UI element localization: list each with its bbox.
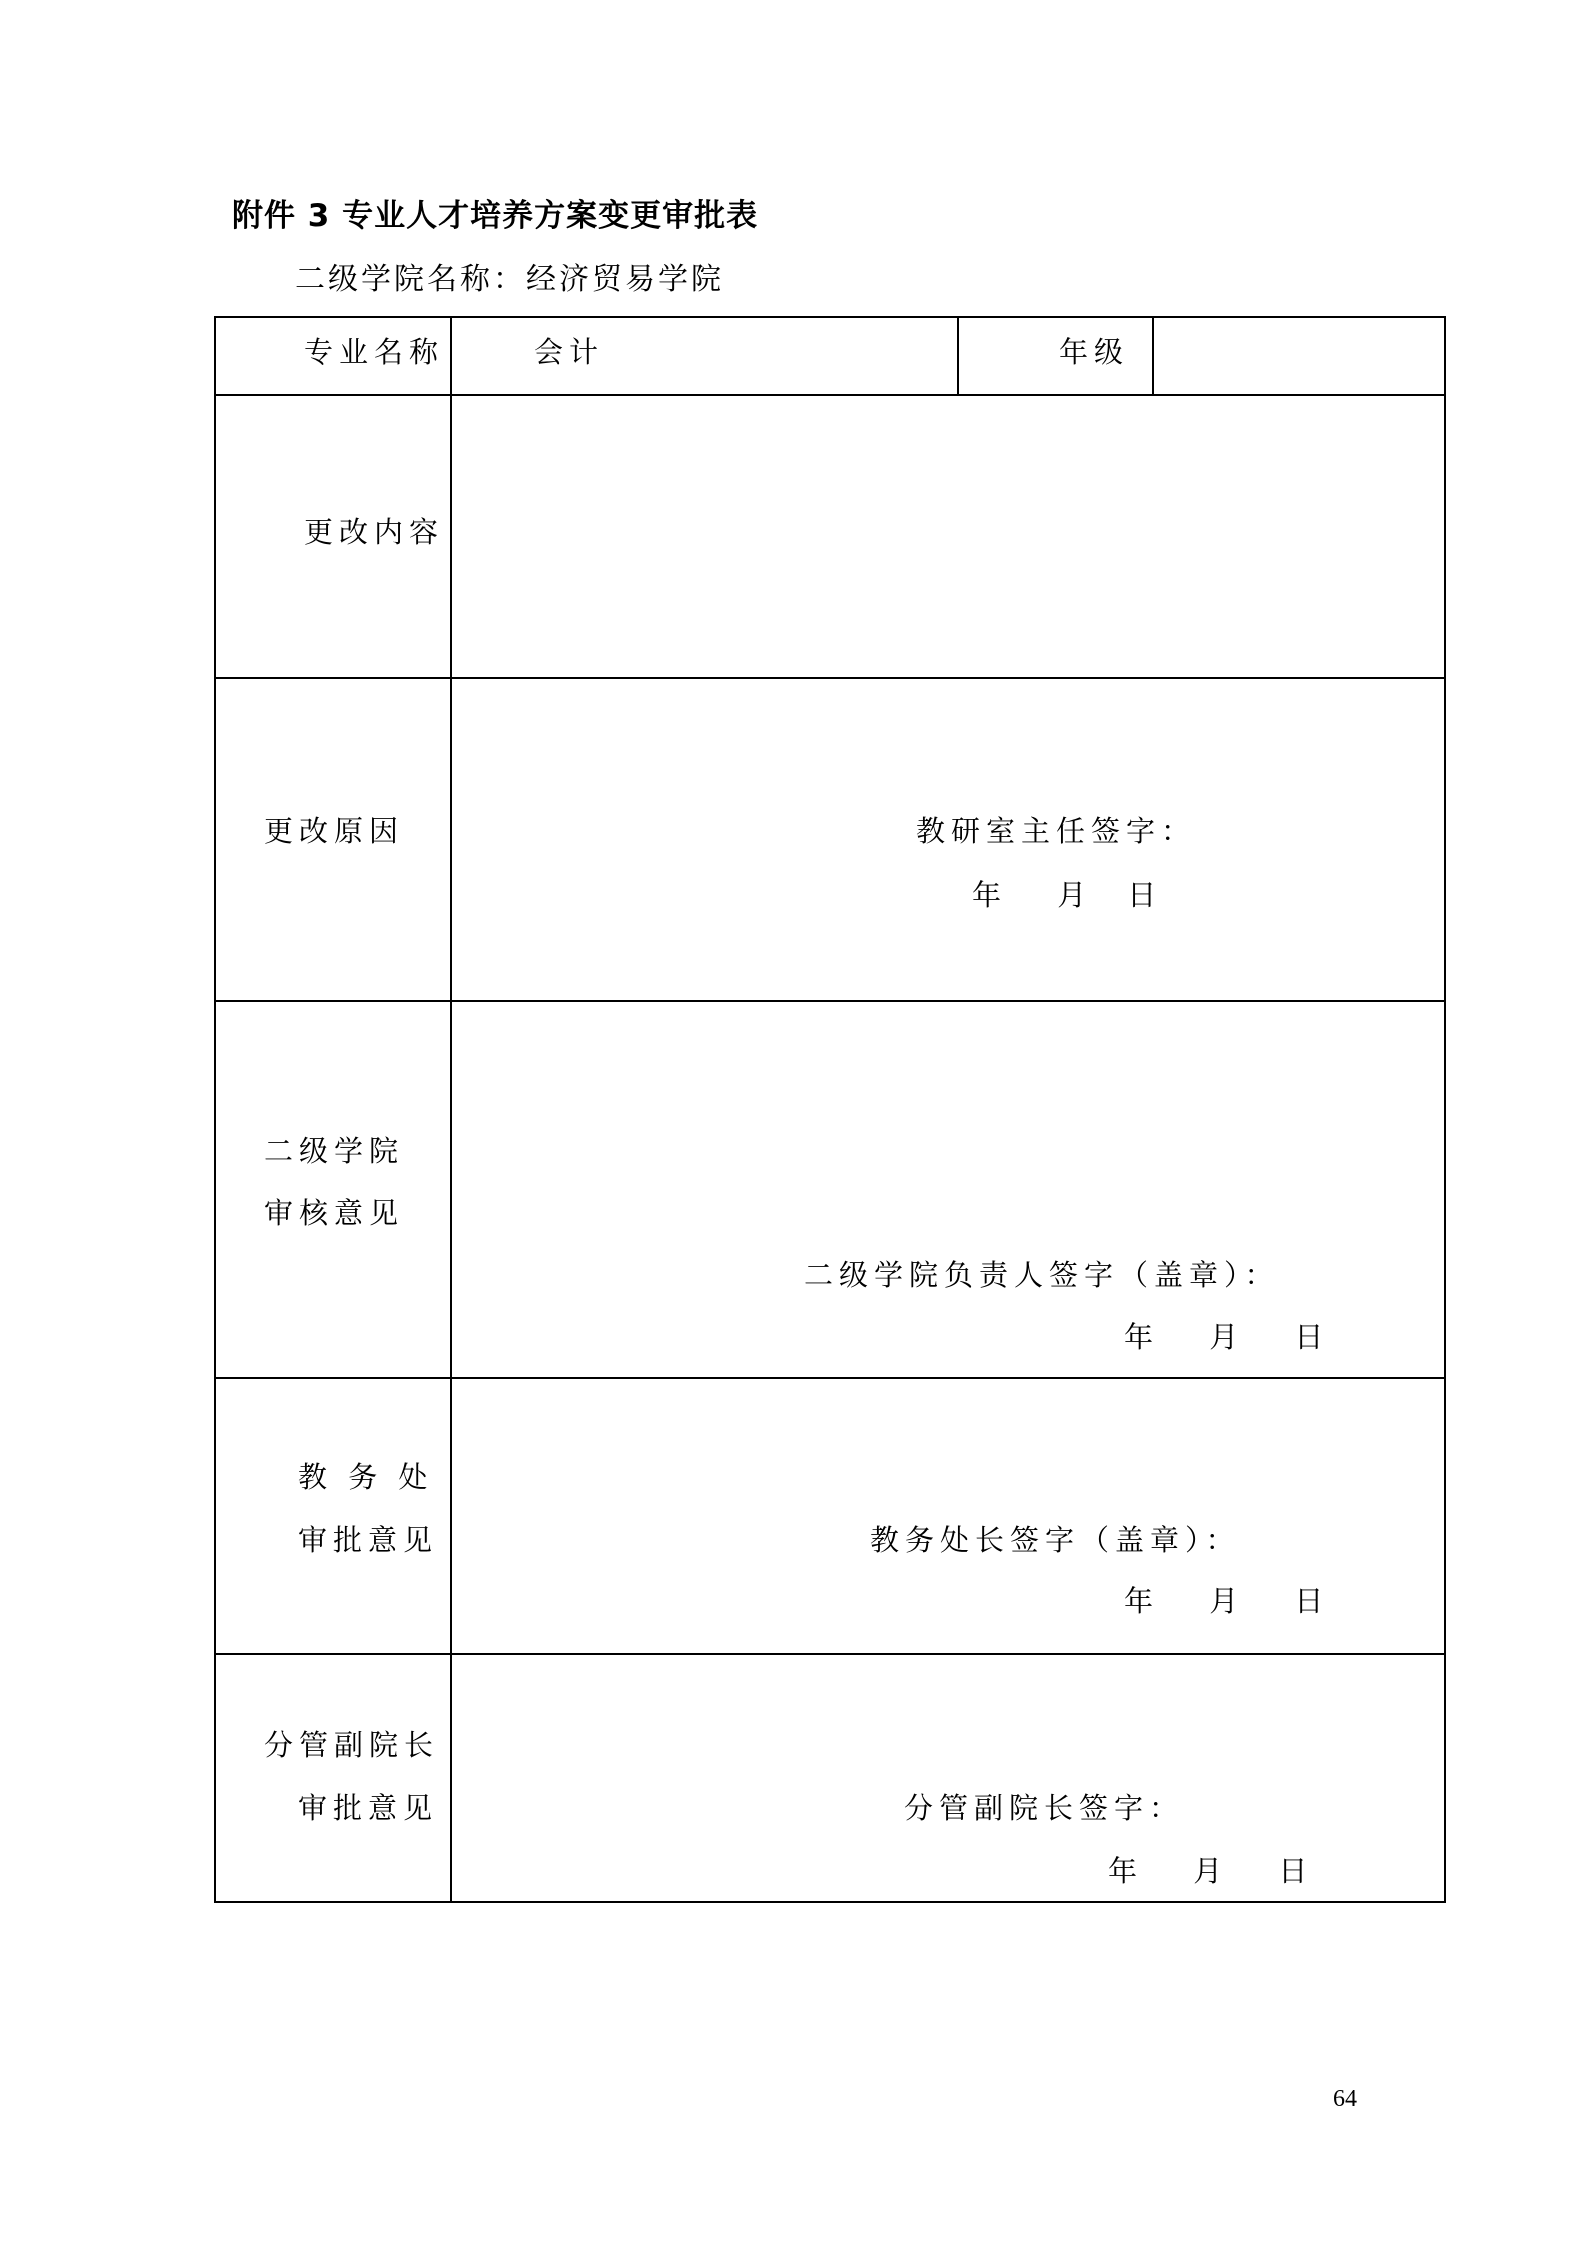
- vice-president-signature-date: 年 月 日: [1108, 1854, 1314, 1888]
- change-content-label: 更改内容: [304, 515, 445, 549]
- major-label-cell: [215, 317, 451, 395]
- college-review-row: [215, 1001, 1445, 1378]
- change-reason-row: [215, 678, 1445, 1001]
- grade-label: 年级: [1059, 335, 1130, 369]
- college-review-label-line2: 审核意见: [264, 1196, 405, 1230]
- academic-affairs-label-line2: 审批意见: [298, 1523, 439, 1557]
- academic-affairs-row: [215, 1378, 1445, 1654]
- major-row: [215, 317, 1445, 395]
- form-title: 附件 3 专业人才培养方案变更审批表: [232, 198, 759, 234]
- vice-president-row: [215, 1654, 1445, 1902]
- grade-label-cell: [958, 317, 1153, 395]
- academic-director-signature-label: 教务处长签字（盖章）：: [870, 1523, 1241, 1557]
- major-value-cell[interactable]: [451, 317, 958, 395]
- change-content-field[interactable]: [451, 395, 1445, 678]
- vice-president-label-line2: 审批意见: [298, 1791, 439, 1825]
- change-reason-field[interactable]: [451, 678, 1445, 1001]
- academic-affairs-label-line1: 教 务 处: [298, 1460, 434, 1494]
- academic-affairs-field[interactable]: [451, 1378, 1445, 1654]
- change-content-label-cell: [215, 395, 451, 678]
- college-review-label-line1: 二级学院: [264, 1134, 405, 1168]
- director-signature-label: 教研室主任签字：: [916, 814, 1197, 848]
- grade-value-cell[interactable]: [1153, 317, 1445, 395]
- change-content-row: [215, 395, 1445, 678]
- college-review-label-cell: [215, 1001, 451, 1378]
- vice-president-label-line1: 分管副院长: [264, 1728, 440, 1762]
- academic-signature-date: 年 月 日: [1124, 1584, 1330, 1618]
- change-reason-label-cell: [215, 678, 451, 1001]
- academic-affairs-label-cell: [215, 1378, 451, 1654]
- vice-president-signature-label: 分管副院长签字：: [904, 1791, 1185, 1825]
- change-reason-label: 更改原因: [264, 814, 405, 848]
- page-number: 64: [1333, 2086, 1357, 2112]
- college-review-field[interactable]: [451, 1001, 1445, 1378]
- major-value: 会计: [534, 335, 605, 369]
- college-name-line: 二级学院名称：经济贸易学院: [295, 262, 724, 297]
- major-label: 专业名称: [304, 335, 445, 369]
- approval-form-table: [214, 316, 1446, 1903]
- director-signature-date: 年 月 日: [972, 878, 1163, 912]
- vice-president-field[interactable]: [451, 1654, 1445, 1902]
- vice-president-label-cell: [215, 1654, 451, 1902]
- college-head-signature-label: 二级学院负责人签字（盖章）：: [804, 1258, 1280, 1292]
- college-signature-date: 年 月 日: [1124, 1320, 1330, 1354]
